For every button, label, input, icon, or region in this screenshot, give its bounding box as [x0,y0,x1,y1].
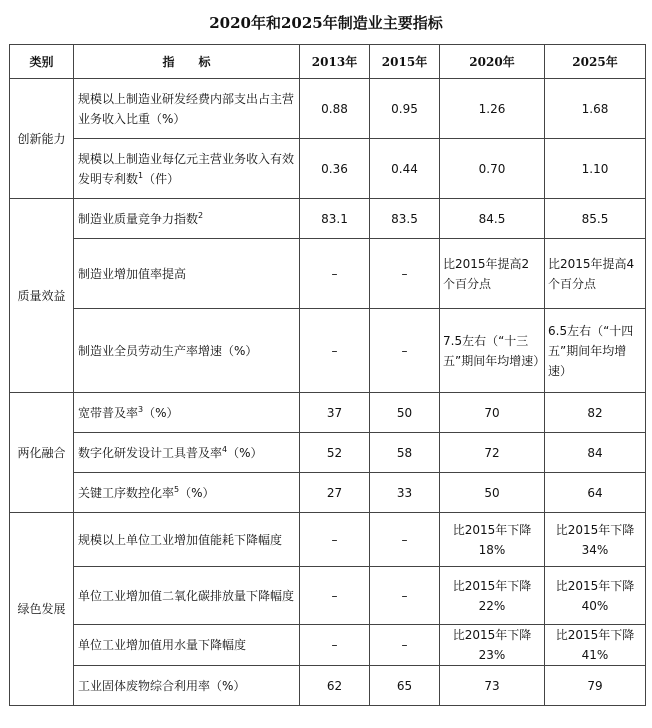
indicator-cell [74,393,300,433]
value-2025: 79 [545,666,646,706]
table-row [10,625,646,666]
value-2015: – [370,513,440,567]
indicator-text: 关键工序数控化率 [78,485,175,500]
indicator-text: 制造业质量竞争力指数 [78,211,199,226]
header-2013: 2013年 [300,45,370,79]
indicator-text: 宽带普及率 [78,405,139,420]
table-row [10,139,646,199]
page-title: 2020年和2025年制造业主要指标 [209,14,443,32]
indicator-cell [74,567,300,625]
value-2013: – [300,513,370,567]
indicator-cell [74,139,300,199]
indicator-suffix: （件） [143,171,180,186]
value-2025: 6.5左右（“十四五”期间年均增速） [545,309,646,393]
indicator-cell [74,199,300,239]
header-2020: 2020年 [440,45,545,79]
value-2025: 85.5 [545,199,646,239]
table-row [10,79,646,139]
value-2020: 1.26 [440,79,545,139]
value-2020: 比2015年提高2个百分点 [440,239,545,309]
value-2020: 比2015年下降18% [440,513,545,567]
value-2025: 1.10 [545,139,646,199]
value-2013: 27 [300,473,370,513]
value-2013: 83.1 [300,199,370,239]
value-2025: 比2015年提高4个百分点 [545,239,646,309]
table-row [10,309,646,393]
header-2015: 2015年 [370,45,440,79]
value-2025: 比2015年下降34% [545,513,646,567]
category-quality: 质量效益 [10,199,74,393]
indicator-suffix: （%） [179,485,215,500]
value-2020: 70 [440,393,545,433]
table-row [10,393,646,433]
header-category: 类别 [10,45,74,79]
value-2013: 62 [300,666,370,706]
indicator-cell [74,433,300,473]
indicator-cell [74,473,300,513]
value-2013: 0.88 [300,79,370,139]
indicator-suffix: （%） [227,445,263,460]
indicator-text: 单位工业增加值二氧化碳排放量下降幅度 [78,588,295,603]
value-2013: – [300,309,370,393]
footnote-marker: 3 [138,404,144,414]
indicator-text: 制造业增加值率提高 [78,266,187,281]
value-2015: 33 [370,473,440,513]
table-row [10,433,646,473]
category-integration: 两化融合 [10,393,74,513]
footnote-marker: 1 [138,170,144,180]
indicator-cell [74,513,300,567]
header-indicator: 指 标 [74,45,300,79]
value-2015: 0.44 [370,139,440,199]
value-2015: – [370,567,440,625]
value-2025: 64 [545,473,646,513]
value-2020: 72 [440,433,545,473]
value-2025: 1.68 [545,79,646,139]
value-2025: 比2015年下降40% [545,567,646,625]
category-green: 绿色发展 [10,513,74,706]
value-2020: 50 [440,473,545,513]
value-2013: – [300,239,370,309]
value-2013: 52 [300,433,370,473]
header-2025: 2025年 [545,45,646,79]
value-2013: – [300,625,370,666]
value-2025: 82 [545,393,646,433]
value-2015: 0.95 [370,79,440,139]
category-innovation: 创新能力 [10,79,74,199]
value-2015: 65 [370,666,440,706]
value-2015: 83.5 [370,199,440,239]
table-row [10,513,646,567]
indicator-cell [74,79,300,139]
indicator-text: 规模以上单位工业增加值能耗下降幅度 [78,532,283,547]
value-2020: 84.5 [440,199,545,239]
value-2013: 37 [300,393,370,433]
value-2013: – [300,567,370,625]
value-2015: 50 [370,393,440,433]
value-2020: 7.5左右（“十三五”期间年均增速） [440,309,545,393]
indicator-text: 规模以上制造业研发经费内部支出占主营业务收入比重（%） [78,91,295,126]
indicator-cell [74,625,300,666]
value-2015: – [370,625,440,666]
table-row [10,473,646,513]
table-row [10,239,646,309]
table-row [10,666,646,706]
value-2015: 58 [370,433,440,473]
footnote-marker: 2 [198,210,204,220]
table-row [10,567,646,625]
indicator-cell [74,239,300,309]
value-2020: 0.70 [440,139,545,199]
indicators-table [9,44,646,706]
footnote-marker: 5 [174,484,180,494]
value-2025: 比2015年下降41% [545,625,646,666]
indicator-cell [74,309,300,393]
footnote-marker: 4 [222,444,228,454]
value-2025: 84 [545,433,646,473]
indicator-suffix: （%） [143,405,179,420]
value-2020: 比2015年下降23% [440,625,545,666]
indicator-text: 工业固体废物综合利用率（%） [78,678,246,693]
indicator-text: 数字化研发设计工具普及率 [78,445,223,460]
indicator-text: 单位工业增加值用水量下降幅度 [78,638,247,652]
table-row [10,199,646,239]
value-2013: 0.36 [300,139,370,199]
value-2015: – [370,309,440,393]
indicator-text: 制造业全员劳动生产率增速（%） [78,343,258,358]
indicator-text: 规模以上制造业每亿元主营业务收入有效发明专利数 [78,151,295,186]
value-2020: 73 [440,666,545,706]
value-2015: – [370,239,440,309]
value-2020: 比2015年下降22% [440,567,545,625]
header-row [10,45,646,79]
indicator-cell [74,666,300,706]
